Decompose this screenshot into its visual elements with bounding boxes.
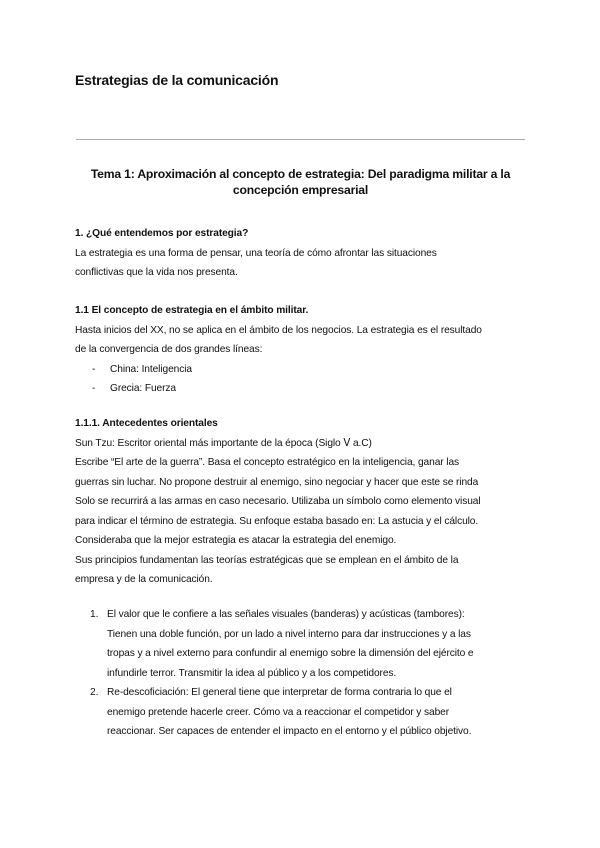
paragraph-line: conflictivas que la vida nos presenta. bbox=[75, 267, 238, 278]
list-number: 1. bbox=[90, 609, 99, 620]
numbered-list-item bbox=[75, 683, 537, 742]
paragraph-line: Sus principios fundamentan las teorías estratégicas que se emplean en el ámbito de la bbox=[75, 554, 459, 566]
paragraph-line: guerras sin luchar. No propone destruir al enemigo, sino negociar y hacer que este se rinda bbox=[75, 476, 479, 488]
paragraph-line: Hasta inicios del XX, no se aplica en el ámbito de los negocios. La estrategia es el resultado bbox=[75, 324, 482, 336]
section-heading: 1.1 El concepto de estrategia en el ámbito militar. bbox=[75, 305, 309, 316]
paragraph-line: reaccionar. Ser capaces de entender el impacto en el entorno y el público objetivo. bbox=[107, 726, 472, 737]
paragraph-line: Sun Tzu: Escritor oriental más importante de la época (Siglo Ⅴ a.C) bbox=[75, 437, 372, 449]
dash-list bbox=[75, 360, 537, 399]
topic-title-line: Tema 1: Aproximación al concepto de estrategia: Del paradigma militar a la bbox=[90, 167, 511, 181]
paragraph-line: enemigo pretende hacerle creer. Cómo va a reaccionar el competidor y saber bbox=[107, 706, 449, 718]
paragraph-line: La estrategia es una forma de pensar, una teoría de cómo afrontar las situaciones bbox=[75, 247, 437, 259]
paragraph-line: Tienen una doble función, por un lado a nivel interno para dar instrucciones y a las bbox=[107, 628, 471, 640]
paragraph-line: de la convergencia de dos grandes líneas: bbox=[75, 344, 263, 355]
topic-title bbox=[76, 166, 525, 198]
paragraph-line: para indicar el término de estrategia. Su enfoque estaba basado en: La astucia y el cálculo. bbox=[75, 515, 479, 527]
list-item: - China: Inteligencia bbox=[92, 360, 537, 380]
section-heading: 1.1.1. Antecedentes orientales bbox=[75, 418, 218, 429]
paragraph-line: Escribe “El arte de la guerra”. Basa el concepto estratégico en la inteligencia, ganar las bbox=[75, 457, 460, 468]
paragraph-line: empresa y de la comunicación. bbox=[75, 574, 213, 585]
section-what-is-strategy bbox=[75, 224, 537, 283]
numbered-list-item bbox=[75, 605, 537, 683]
paragraph-line: Solo se recurrirá a las armas en caso necesario. Utilizaba un símbolo como elemento visual bbox=[75, 496, 481, 507]
list-item: - Grecia: Fuerza bbox=[92, 379, 537, 399]
section-oriental-background bbox=[75, 414, 537, 590]
paragraph-line: El valor que le confiere a las señales visuales (banderas) y acústicas (tambores): bbox=[107, 609, 465, 620]
list-number: 2. bbox=[90, 687, 99, 698]
horizontal-divider bbox=[76, 139, 525, 140]
principles-list-section bbox=[75, 605, 537, 742]
numbered-list bbox=[75, 605, 537, 742]
paragraph-line: Re-descoficiación: El general tiene que interpretar de forma contraria lo que el bbox=[107, 687, 452, 698]
paragraph-line: infundirle terror. Transmitir la idea al público y a los competidores. bbox=[107, 667, 397, 679]
section-heading: 1. ¿Qué entendemos por estrategia? bbox=[75, 228, 249, 239]
paragraph-line: tropas y a nivel externo para confundir al enemigo sobre la dimensión del ejército e bbox=[107, 648, 474, 659]
paragraph-line: Consideraba que la mejor estrategia es atacar la estrategia del enemigo. bbox=[75, 535, 397, 546]
document-title: Estrategias de la comunicación bbox=[75, 72, 279, 88]
section-military-strategy bbox=[75, 301, 537, 399]
topic-title-line: concepción empresarial bbox=[232, 183, 369, 197]
